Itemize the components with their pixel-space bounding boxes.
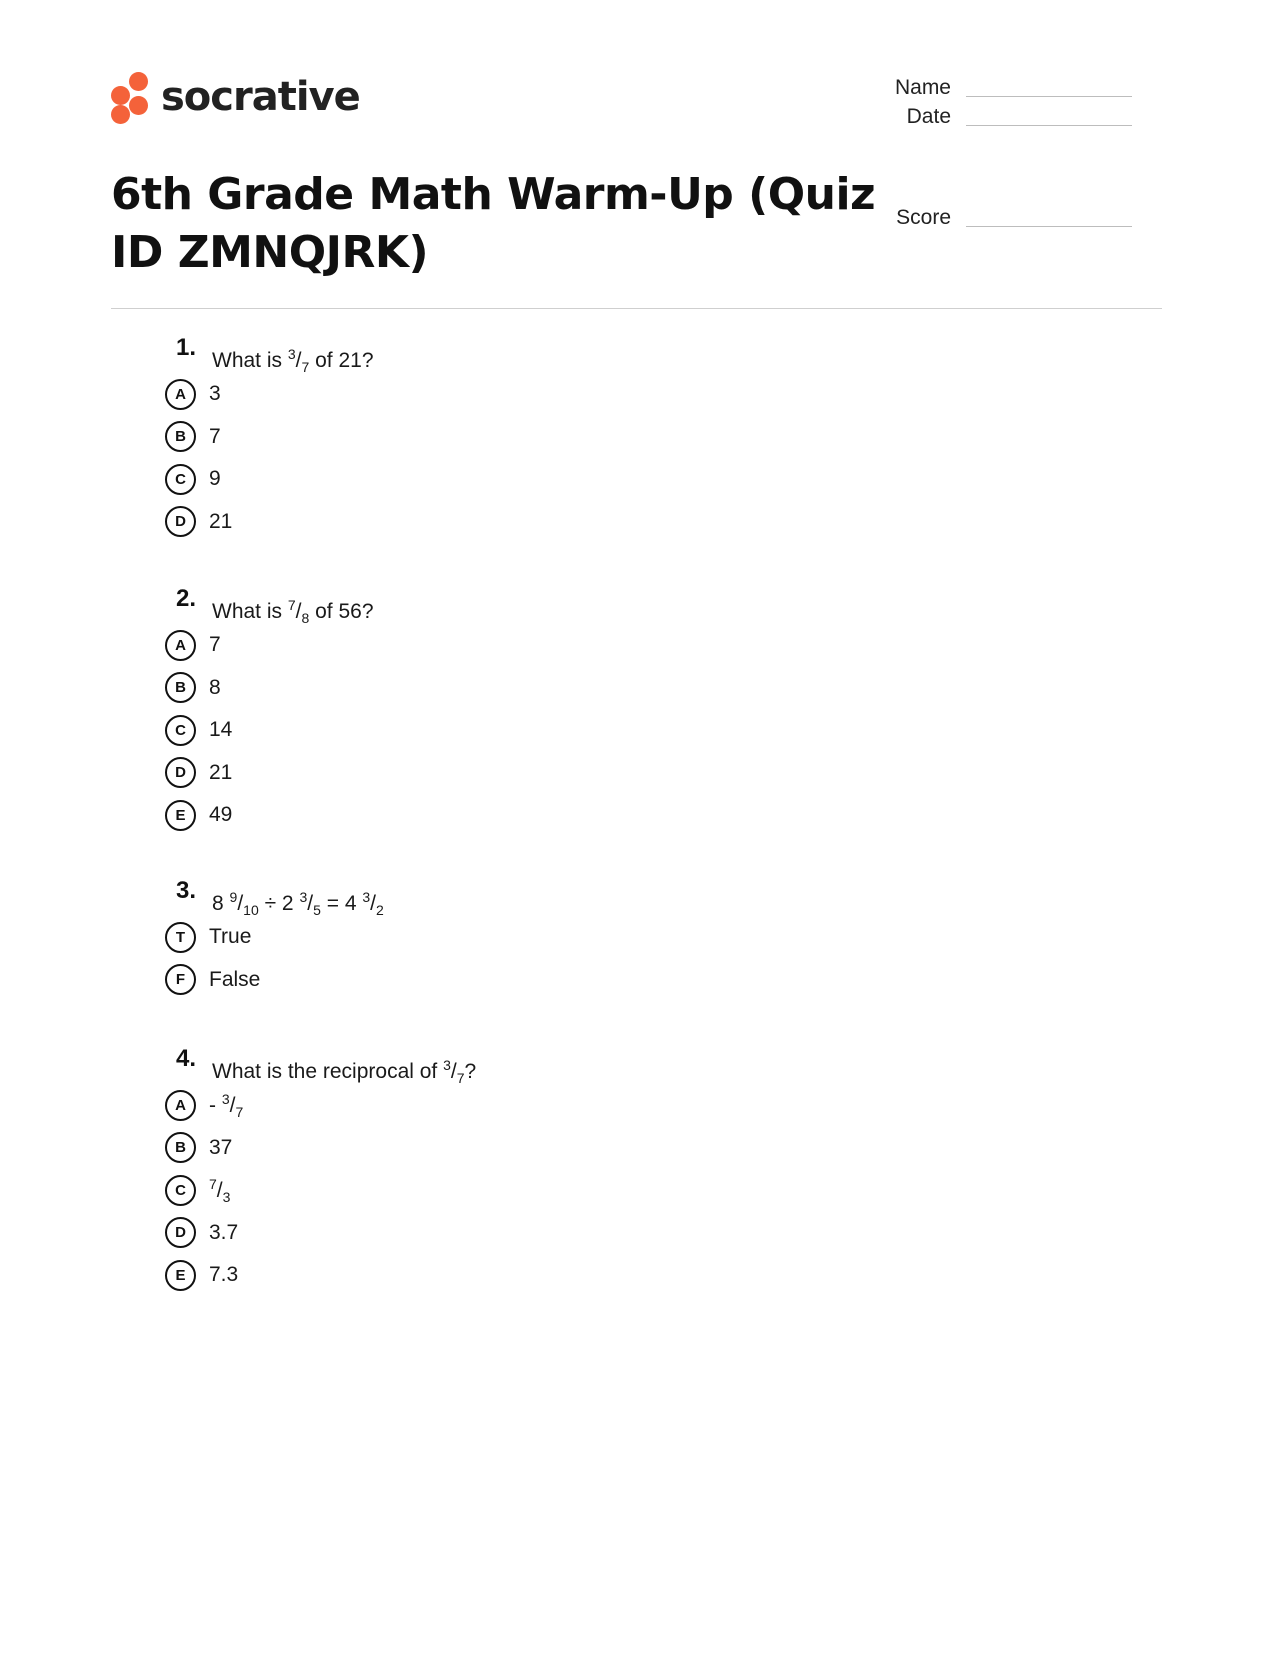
option-letter-badge[interactable]: D: [165, 757, 196, 788]
question-header: [165, 876, 384, 918]
option-letter-badge[interactable]: B: [165, 1132, 196, 1163]
answer-option[interactable]: [165, 501, 232, 544]
answer-option[interactable]: [165, 667, 232, 710]
option-letter-badge[interactable]: A: [165, 1090, 196, 1121]
option-letter-badge[interactable]: E: [165, 1260, 196, 1291]
fraction: $^3/_7$: [221, 1090, 244, 1120]
option-letter-badge[interactable]: D: [165, 506, 196, 537]
option-text: 49: [209, 803, 233, 827]
option-letter-badge[interactable]: A: [165, 379, 196, 410]
question-text: 8 $^9/_{10} \div 2$ $^3/_5 = 4$ $^3/_2$: [212, 889, 384, 918]
answer-option[interactable]: [165, 752, 232, 795]
fraction: $^3/_7$: [443, 1057, 465, 1086]
option-letter-badge[interactable]: T: [165, 922, 196, 953]
hexagon-cluster-icon: [111, 72, 151, 122]
option-text: [209, 1176, 230, 1205]
logo-dot: [129, 96, 148, 115]
question-2: [165, 584, 374, 837]
fraction: $^9/_{10}$: [229, 889, 259, 918]
answer-option[interactable]: [165, 709, 232, 752]
date-line[interactable]: [966, 125, 1132, 126]
question-3: [165, 876, 384, 1001]
question-text: What is the reciprocal of $^3/_7$?: [212, 1057, 477, 1086]
option-letter-badge[interactable]: A: [165, 630, 196, 661]
option-letter-badge[interactable]: C: [165, 1175, 196, 1206]
score-label: Score: [896, 206, 951, 229]
brand-name: socrative: [161, 74, 360, 120]
option-letter-badge[interactable]: F: [165, 964, 196, 995]
header-divider: [111, 308, 1162, 309]
question-number: 3.: [175, 877, 196, 904]
question-text: What is $^7/_8$ of 56?: [212, 597, 374, 626]
option-text: 3.7: [209, 1220, 239, 1244]
question-1: [165, 333, 374, 543]
fraction: $^3/_5$: [299, 889, 321, 918]
option-text: 9: [209, 467, 221, 491]
question-number: 2.: [175, 585, 196, 612]
name-line[interactable]: [966, 96, 1132, 97]
option-text: - $^3/_7$: [209, 1090, 244, 1120]
date-label: Date: [906, 105, 951, 128]
fraction: $^7/_3$: [209, 1175, 231, 1205]
answer-option[interactable]: [165, 416, 232, 459]
option-letter-badge[interactable]: E: [165, 800, 196, 831]
option-letter-badge[interactable]: B: [165, 421, 196, 452]
question-number: 1.: [175, 334, 196, 361]
socrative-logo: [111, 72, 360, 122]
option-letter-badge[interactable]: C: [165, 715, 196, 746]
logo-dot: [129, 72, 148, 91]
answer-option[interactable]: [165, 1212, 243, 1255]
answer-option[interactable]: [165, 959, 260, 1002]
question-4: [165, 1044, 477, 1297]
fraction: $^3/_2$: [362, 889, 384, 918]
answer-option[interactable]: [165, 1254, 243, 1297]
option-text: 3: [209, 382, 221, 406]
logo-dot: [111, 105, 130, 124]
answer-option[interactable]: [165, 458, 232, 501]
question-header: [165, 1044, 477, 1086]
question-header: [165, 333, 374, 375]
option-text: 21: [209, 760, 233, 784]
answer-option[interactable]: [165, 1169, 243, 1212]
fraction: $^7/_8$: [287, 597, 310, 626]
name-label: Name: [894, 76, 951, 99]
option-text: 7: [209, 424, 221, 448]
date-field: [827, 106, 1132, 127]
quiz-title: 6th Grade Math Warm-Up (Quiz ID ZMNQJRK): [111, 169, 876, 278]
option-text: 8: [209, 675, 221, 699]
option-text: 37: [209, 1135, 233, 1159]
option-text: True: [209, 925, 252, 949]
question-number: 4.: [175, 1045, 196, 1072]
answer-option[interactable]: [165, 1127, 243, 1170]
option-text: 7: [209, 633, 221, 657]
question-text: What is $^3/_7$ of 21?: [212, 346, 374, 375]
option-text: 14: [209, 718, 233, 742]
score-line[interactable]: [966, 226, 1132, 227]
option-text: 7.3: [209, 1263, 239, 1287]
name-field: [827, 77, 1132, 98]
question-header: [165, 584, 374, 626]
option-letter-badge[interactable]: C: [165, 464, 196, 495]
option-text: 21: [209, 509, 233, 533]
logo-dot: [111, 86, 130, 105]
fraction: $^3/_7$: [287, 346, 310, 375]
answer-option[interactable]: [165, 794, 232, 837]
option-text: False: [209, 967, 261, 991]
option-letter-badge[interactable]: D: [165, 1217, 196, 1248]
option-letter-badge[interactable]: B: [165, 672, 196, 703]
